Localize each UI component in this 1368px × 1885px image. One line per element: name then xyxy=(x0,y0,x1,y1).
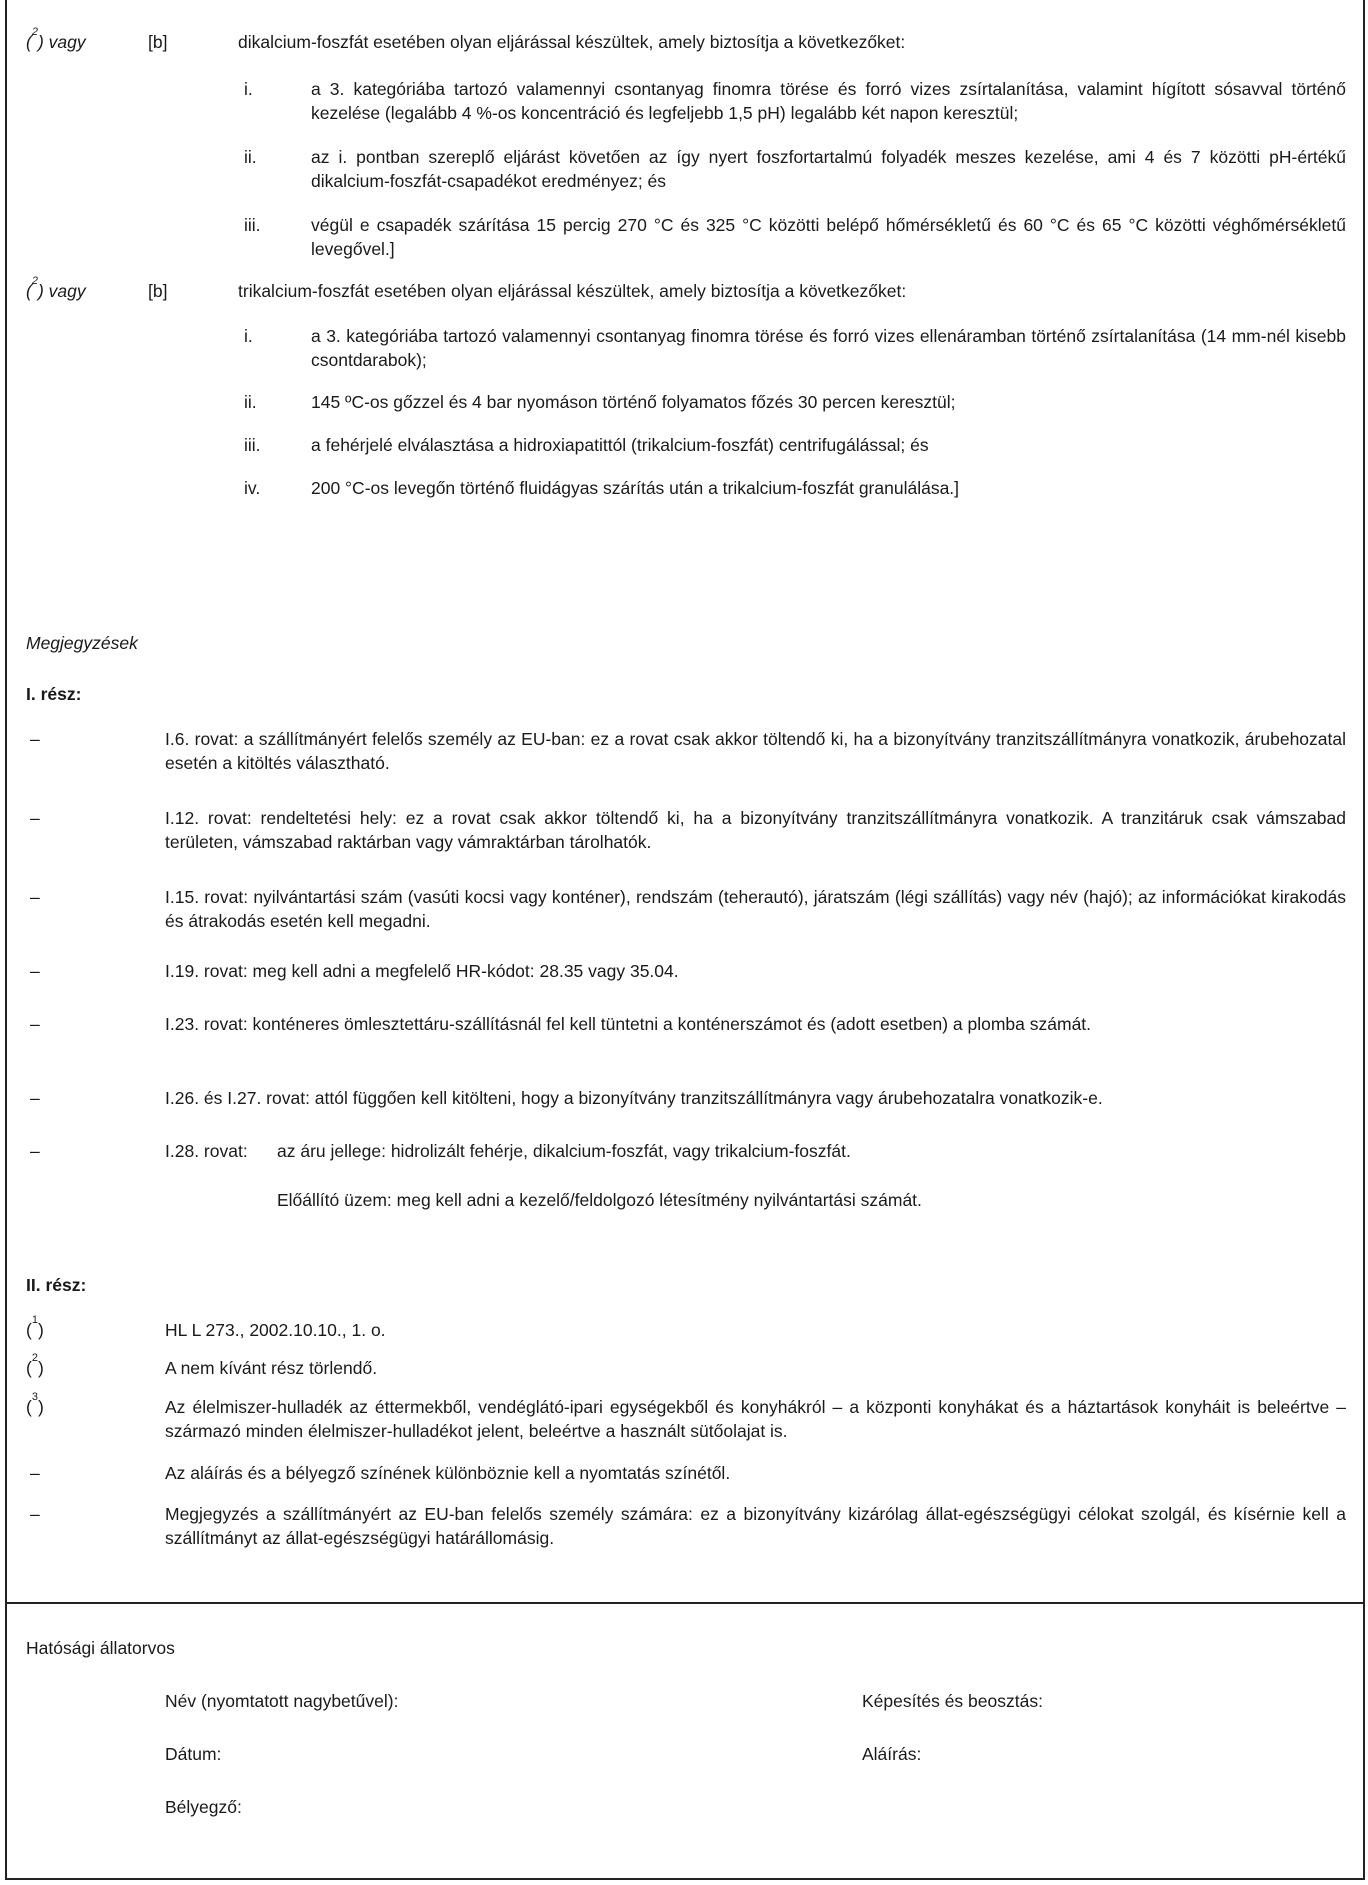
note-item: I.12. rovat: rendeltetési hely: ez a rovat csak akkor töltendő ki, ha a bizonyítvány tranzitszállítmányra vonatkozik. A tranzitáruk csak vámszabad területen, vámszabad raktárban vagy vámraktárban tárolhatók. xyxy=(165,808,1346,852)
item-num: ii. xyxy=(244,147,257,167)
note-item: I.23. rovat: konténeres ömlesztettáru-szállításnál fel kell tüntetni a konténerszámot és (adott esetben) a plomba számát. xyxy=(165,1014,1092,1034)
letter-b-a: [b] xyxy=(148,32,168,52)
date-label: Dátum: xyxy=(165,1744,222,1764)
dash: – xyxy=(30,1504,40,1524)
note-item: I.19. rovat: meg kell adni a megfelelő HR-kódot: 28.35 vagy 35.04. xyxy=(165,961,679,981)
list-item: a fehérjelé elválasztása a hidroxiapatittól (trikalcium-foszfát) centrifugálással; és xyxy=(311,435,929,455)
item-num: iii. xyxy=(244,435,261,455)
list-item: 200 °C-os levegőn történő fluidágyas szárítás után a trikalcium-foszfát granulálása.] xyxy=(311,478,960,498)
item-num: ii. xyxy=(244,392,257,412)
i28-label: I.28. rovat: xyxy=(165,1141,248,1161)
item-num: i. xyxy=(244,79,253,99)
note-item: Megjegyzés a szállítmányért az EU-ban felelős személy számára: ez a bizonyítvány kizárólag állat-egészségügyi célokat szolgál, és kísérnie kell a szállítmányt az állat-egészségügyi határállomásig. xyxy=(165,1504,1346,1548)
footnote-text: A nem kívánt rész törlendő. xyxy=(165,1358,378,1378)
list-item: végül e csapadék szárítása 15 percig 270 °C és 325 °C közötti belépő hőmérsékletű és 60 °C és 65 °C közötti véghőmérsékletű levegővel.] xyxy=(311,215,1346,259)
list-item: a 3. kategóriába tartozó valamennyi csontanyag finomra törése és forró vizes ellenáramban történő zsírtalanítása (14 mm-nél kisebb csontdarabok); xyxy=(311,326,1346,370)
signature-label: Aláírás: xyxy=(862,1744,922,1764)
section-divider xyxy=(5,1602,1365,1604)
dash: – xyxy=(30,1141,40,1161)
i28-sub: Előállító üzem: meg kell adni a kezelő/feldolgozó létesítmény nyilvántartási számát. xyxy=(277,1190,922,1210)
footnote-text: HL L 273., 2002.10.10., 1. o. xyxy=(165,1320,386,1340)
item-num: iv. xyxy=(244,478,261,498)
letter-b-b: [b] xyxy=(148,281,168,301)
list-item: a 3. kategóriába tartozó valamennyi csontanyag finomra törése és forró vizes zsírtalanítása, valamint hígított sósavval történő kezelése (legalább 4 %-os koncentráció és legfeljebb 1,5 pH) legalább két napon keresztül; xyxy=(311,79,1346,123)
footnote-ref-b: ($^2$) vagy xyxy=(26,275,86,301)
note-item: I.15. rovat: nyilvántartási szám (vasúti kocsi vagy konténer), rendszám (teherautó), járatszám (légi szállítás) vagy név (hajó); az információkat kirakodás és átrakodás esetén kell megadni. xyxy=(165,887,1346,931)
official-vet-title: Hatósági állatorvos xyxy=(26,1638,175,1658)
dash: – xyxy=(30,1014,40,1034)
item-num: i. xyxy=(244,326,253,346)
part2-title: II. rész: xyxy=(26,1275,87,1295)
section-b-heading: trikalcium-foszfát esetében olyan eljárással készültek, amely biztosítja a következőket: xyxy=(238,281,907,301)
footnote-ref-a: ($^2$) vagy xyxy=(26,26,86,52)
footnote-num: ($^2$) xyxy=(26,1352,44,1378)
stamp-label: Bélyegző: xyxy=(165,1797,242,1817)
list-item: az i. pontban szereplő eljárást követően az így nyert foszfortartalmú folyadék meszes kezelése, ami 4 és 7 közötti pH-értékű dikalcium-foszfát-csapadékot eredményez; és xyxy=(311,147,1346,191)
dash: – xyxy=(30,1463,40,1483)
qualification-label: Képesítés és beosztás: xyxy=(862,1691,1043,1711)
name-label: Név (nyomtatott nagybetűvel): xyxy=(165,1691,399,1711)
dash: – xyxy=(30,808,40,828)
i28-text: az áru jellege: hidrolizált fehérje, dikalcium-foszfát, vagy trikalcium-foszfát. xyxy=(277,1141,851,1161)
note-item: I.26. és I.27. rovat: attól függően kell kitölteni, hogy a bizonyítvány tranzitszállítmányra vagy árubehozatalra vonatkozik-e. xyxy=(165,1088,1103,1108)
dash: – xyxy=(30,729,40,749)
section-a-heading: dikalcium-foszfát esetében olyan eljárással készültek, amely biztosítja a következőket: xyxy=(238,32,906,52)
dash: – xyxy=(30,961,40,981)
footnote-num: ($^1$) xyxy=(26,1314,44,1340)
item-num: iii. xyxy=(244,215,261,235)
notes-title: Megjegyzések xyxy=(26,633,138,653)
part1-title: I. rész: xyxy=(26,684,82,704)
footnote-num: ($^3$) xyxy=(26,1391,44,1417)
note-item: I.6. rovat: a szállítmányért felelős személy az EU-ban: ez a rovat csak akkor töltendő ki, ha a bizonyítvány tranzitszállítmányra vonatkozik, árubehozatal esetén a kitöltés választható. xyxy=(165,729,1346,773)
list-item: 145 ºC-os gőzzel és 4 bar nyomáson történő folyamatos főzés 30 percen keresztül; xyxy=(311,392,956,412)
footnote-text: Az élelmiszer-hulladék az éttermekből, vendéglátó-ipari egységekből és konyhákról – a központi konyhákat és a háztartások konyháit is beleértve – származó minden élelmiszer-hulladékot jelent, beleértve a használt sütőolajat is. xyxy=(165,1397,1346,1441)
note-item: Az aláírás és a bélyegző színének különböznie kell a nyomtatás színétől. xyxy=(165,1463,731,1483)
dash: – xyxy=(30,1088,40,1108)
dash: – xyxy=(30,887,40,907)
